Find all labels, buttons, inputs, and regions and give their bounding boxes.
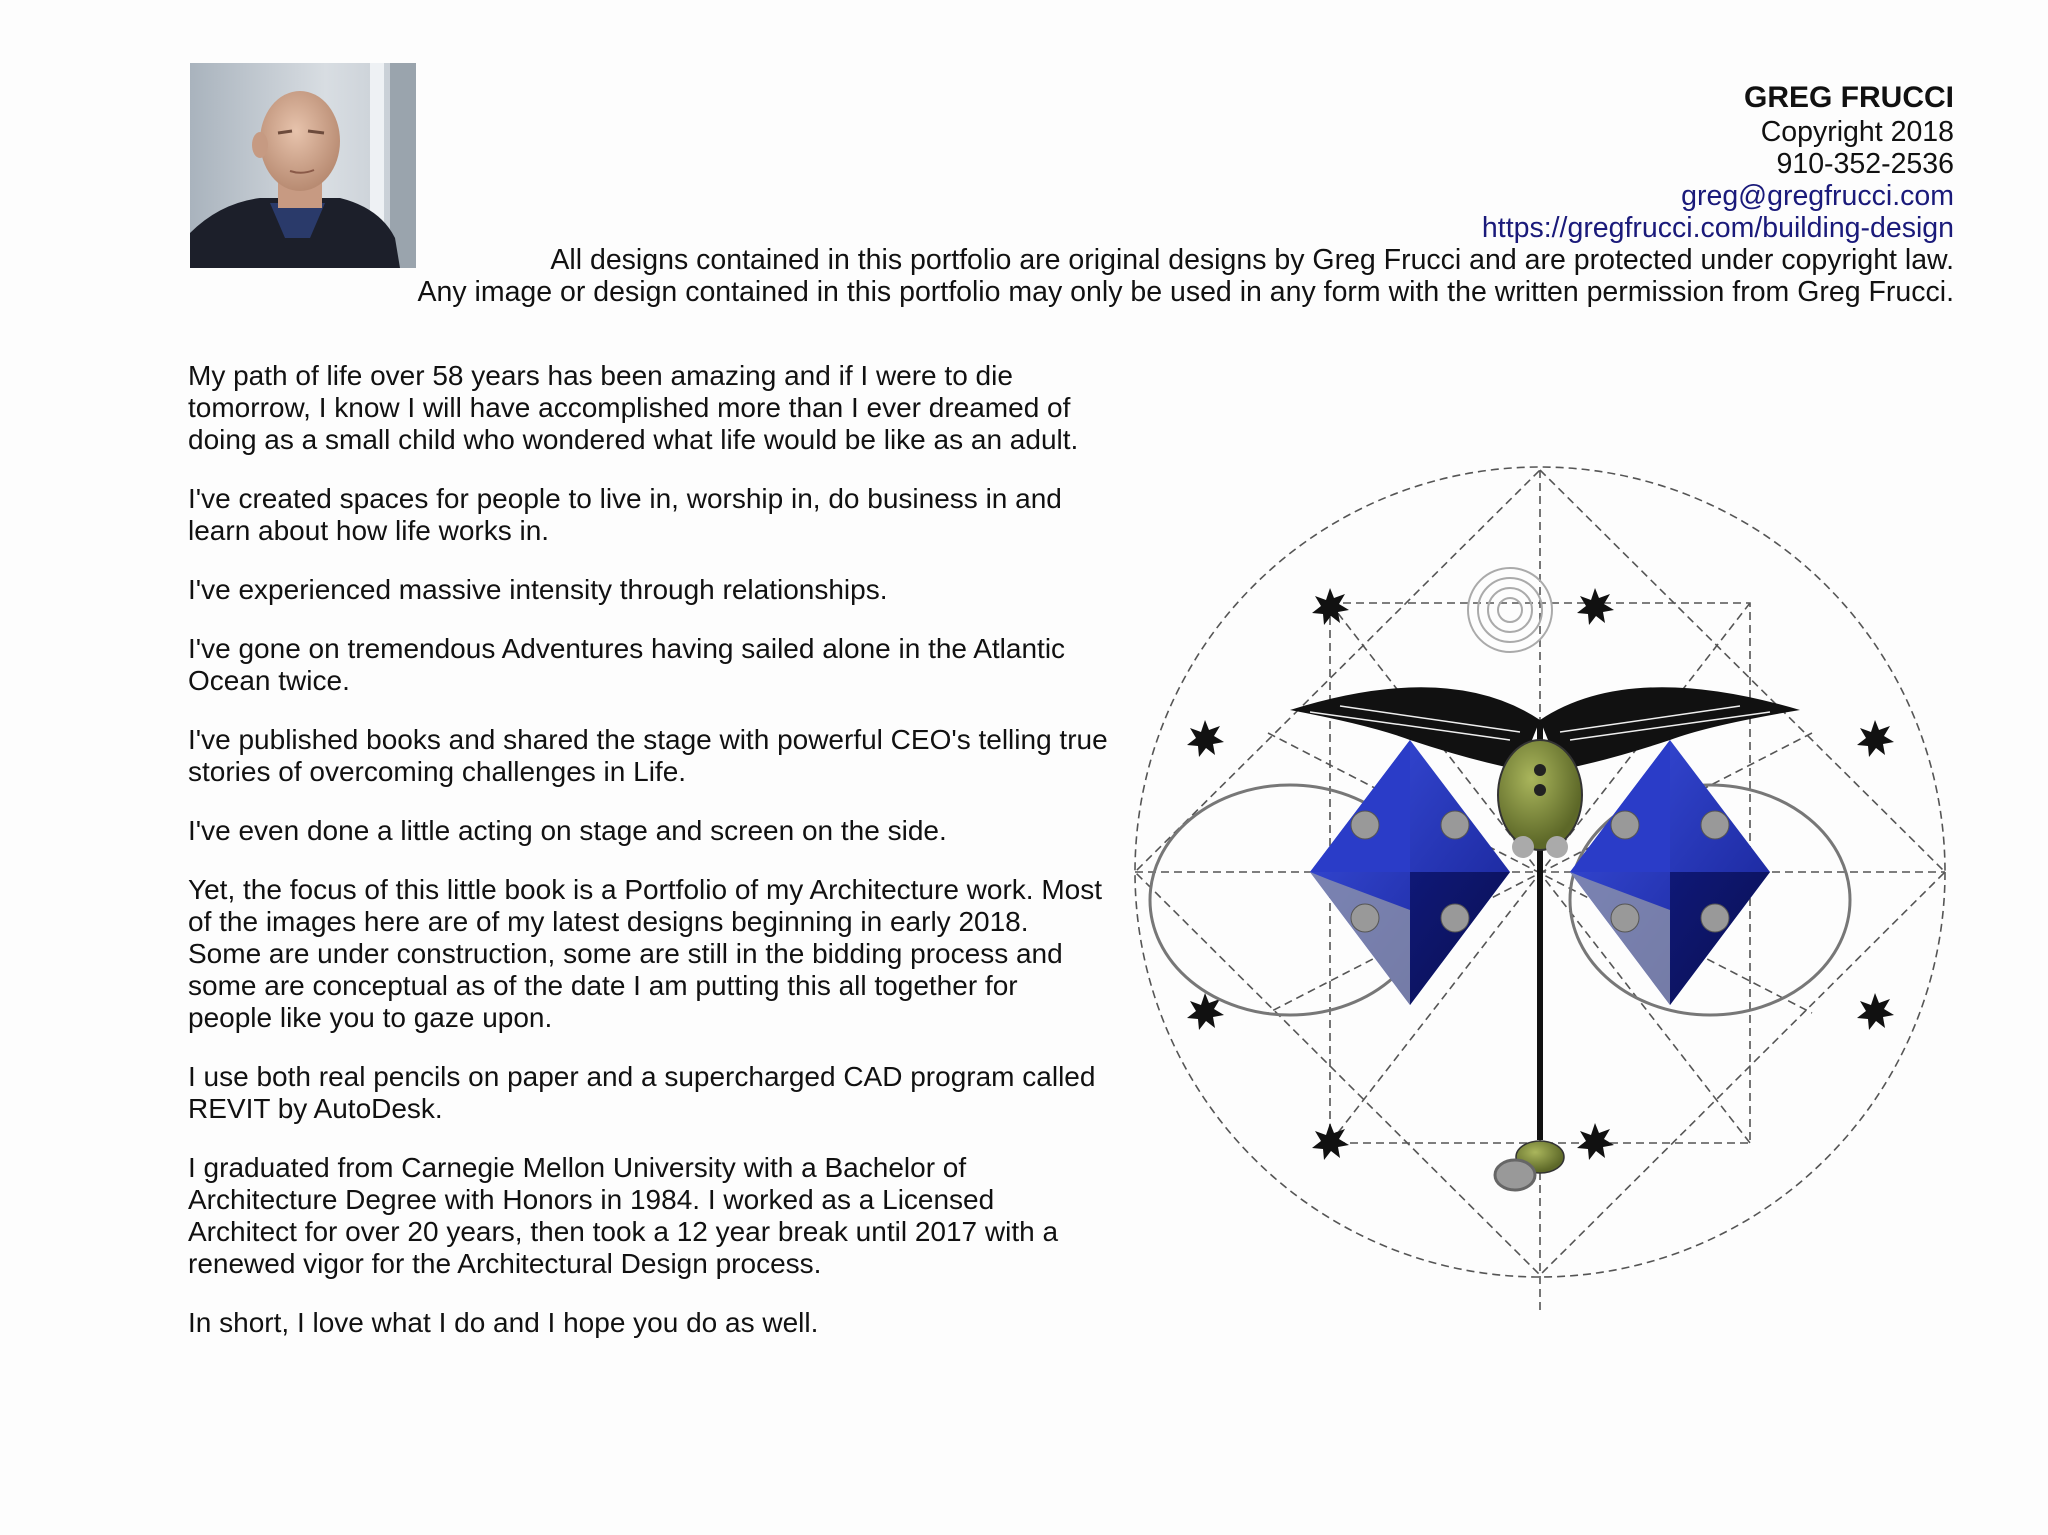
- bio-paragraph: I use both real pencils on paper and a supercharged CAD program called REVIT by AutoDesk.: [188, 1061, 1096, 1124]
- author-name: GREG FRUCCI: [1744, 81, 1954, 114]
- biography: [188, 360, 1108, 1366]
- bio-paragraph: I graduated from Carnegie Mellon University with a Bachelor of Architecture Degree with Honors in 1984. I worked as a Licensed Architect for over 20 years, then took a 12 year break until 2017 with a renewed vigor for the Architectural Design process.: [188, 1152, 1059, 1279]
- contact-header: [254, 80, 1954, 308]
- geometry-emblem: [1110, 440, 1970, 1320]
- usage-notice: Any image or design contained in this portfolio may only be used in any form with the written permission from Greg Frucci.: [417, 276, 1954, 308]
- bio-paragraph: I've experienced massive intensity through relationships.: [188, 574, 888, 605]
- bio-paragraph: I've created spaces for people to live in, worship in, do business in and learn about how life works in.: [188, 483, 1062, 546]
- copyright-text: Copyright 2018: [1760, 116, 1954, 148]
- bio-paragraph: I've even done a little acting on stage and screen on the side.: [188, 815, 947, 846]
- email-link[interactable]: greg@gregfrucci.com: [1681, 180, 1954, 212]
- phone-number: 910-352-2536: [1776, 148, 1954, 180]
- bio-paragraph: In short, I love what I do and I hope you do as well.: [188, 1307, 819, 1338]
- website-link[interactable]: https://gregfrucci.com/building-design: [1481, 212, 1954, 244]
- bio-paragraph: Yet, the focus of this little book is a Portfolio of my Architecture work. Most of the images here are of my latest designs beginning in early 2018. Some are under construction, some are still in the bidding process and some are conceptual as of the date I am putting this all together for people like you to gaze upon.: [188, 874, 1103, 1033]
- bio-paragraph: I've published books and shared the stage with powerful CEO's telling true stories of overcoming challenges in Life.: [188, 724, 1108, 787]
- copyright-notice: All designs contained in this portfolio are original designs by Greg Frucci and are protected under copyright law.: [550, 244, 1954, 276]
- bio-paragraph: I've gone on tremendous Adventures having sailed alone in the Atlantic Ocean twice.: [188, 633, 1066, 696]
- bio-paragraph: My path of life over 58 years has been amazing and if I were to die tomorrow, I know I will have accomplished more than I ever dreamed of doing as a small child who wondered what life would be like as an adult.: [188, 360, 1079, 455]
